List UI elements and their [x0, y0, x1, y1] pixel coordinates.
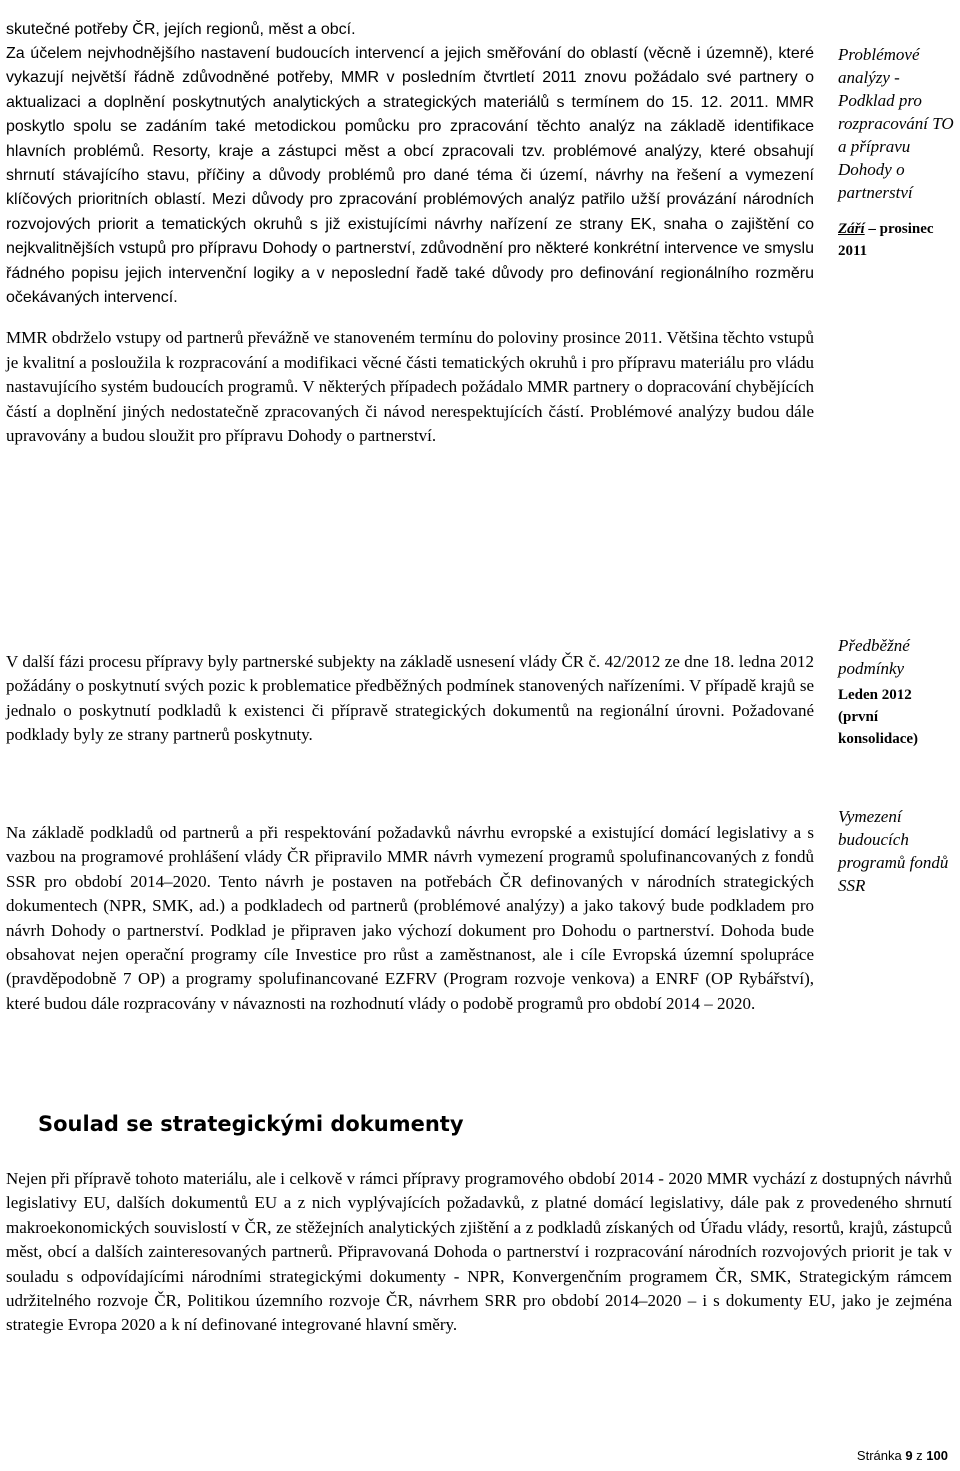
footer-of: z — [912, 1448, 927, 1463]
top-line: skutečné potřeby ČR, jejích regionů, měst a obcí. — [6, 21, 356, 38]
margin-note-preconditions-consolidation: (první konsolidace) — [838, 709, 919, 747]
margin-note-preconditions-title: Předběžné podmínky — [838, 636, 910, 678]
page-number-footer — [857, 1448, 948, 1464]
margin-note-program-definition — [838, 805, 956, 897]
margin-note-date-rest: – prosinec 2011 — [838, 221, 934, 259]
margin-note-preconditions-date: Leden 2012 — [838, 687, 912, 703]
section-heading: Soulad se strategickými dokumenty — [38, 1112, 464, 1136]
margin-note-date-month: Září — [838, 221, 865, 237]
margin-note-program-definition-title: Vymezení budoucích programů fondů SSR — [838, 807, 949, 895]
margin-note-date — [838, 218, 956, 262]
margin-note-problem-analyses — [838, 43, 956, 262]
section-problem-analyses — [6, 42, 814, 449]
margin-note-preconditions — [838, 634, 956, 750]
footer-total: 100 — [926, 1448, 948, 1463]
paragraph-problem-analyses: Za účelem nejvhodnějšího nastavení budoucích intervencí a jejich směřování do oblastí (věcně i územně), které vykazují největší řádně zdůvodněné potřeby, MMR v posledním čtvrtletí 2011 znovu požádalo své partnery o aktualizaci a doplnění poskytnutých analytických a strategických materiálů s termínem do 15. 12. 2011. MMR poskytlo spolu se zadáním také metodickou pomůcku pro zpracování těchto analýz na základě identifikace hlavních problémů. Resorty, kraje a zástupci měst a obcí zpracovali tzv. problémové analýzy, které obsahují shrnutí stávajícího stavu, příčiny a důvody problémů pro dané téma či území, návrhy na řešení a vymezení klíčových prioritních oblastí. Mezi důvody pro zpracování problémových analýz patřilo užší provázání národních rozvojových priorit a tematických okruhů s již existujícími návrhy nařízení ze strany EK, snaha o zajištění co nejkvalitnějších vstupů pro přípravu Dohody o partnerství, zdůvodnění pro některé konkrétní intervence ve smyslu řádného popisu jejich intervenční logiky a v neposlední řadě také důvody pro definování regionálního rozměru očekávaných intervencí. — [6, 45, 814, 307]
footer-page: 9 — [905, 1448, 913, 1463]
margin-note-title: Problémové analýzy - Podklad pro rozpracování TO a přípravu Dohody o partnerství — [838, 45, 954, 202]
paragraph-preconditions: V další fázi procesu přípravy byly partnerské subjekty na základě usnesení vlády ČR č. 42/2012 ze dne 18. ledna 2012 požádány o poskytnutí svých pozic k problematice předběžných podmínek stanovených nařízeními. V případě krajů se jednalo o poskytnutí podkladů k existenci či přípravě strategických dokumentů na regionální úrovni. Požadované podklady byly ze strany partnerů poskytnuty. — [6, 652, 814, 745]
paragraph-strategic-alignment: Nejen při přípravě tohoto materiálu, ale i celkově v rámci přípravy programového období 2014 - 2020 MMR vychází z dostupných návrhů legislativy EU, dalších dokumentů EU a z nich vyplývajících požadavků, z platné domácí legislativy, dále pak z provedeného shrnutí makroekonomických souvislostí v ČR, ze stěžejních analytických zjištění a z podkladů získaných od Úřadu vlády, resortů, krajů, zástupců měst, obcí a dalších zainteresovaných partnerů. Připravovaná Dohoda o partnerství i rozpracování národních rozvojových priorit je tak v souladu s odpovídajícími národními strategickými dokumenty - NPR, Konvergenčním programem ČR, SMK, Strategickým rámcem udržitelného rozvoje ČR, Politikou územního rozvoje ČR, návrhem SRR pro období 2014–2020 – i s dokumenty EU, jako je zejména strategie Evropa 2020 a k ní definované integrované hlavní směry. — [6, 1169, 952, 1335]
paragraph-program-definition: Na základě podkladů od partnerů a při respektování požadavků návrhu evropské a existující domácí legislativy a s vazbou na programové prohlášení vlády ČR připravilo MMR návrh vymezení programů spolufinancovaných z fondů SSR pro období 2014–2020. Tento návrh je postaven na potřebách ČR definovaných v národních strategických dokumentech (NPR, SMK, ad.) a podkladech od partnerů (problémové analýzy) a jako takový bude podkladem pro návrh Dohody o partnerství. Podklad je připraven jako výchozí dokument pro Dohodu o partnerství. Dohoda bude obsahovat nejen operační programy cíle Investice pro růst a zaměstnanost, ale i cíle Evropská územní spolupráce (pravděpodobně 7 OP) a programy spolufinancované EZFRV (Program rozvoje venkova) a ENRF (OP Rybářství), které budou dále rozpracovány v návaznosti na rozhodnutí vlády o podobě programů pro období 2014 – 2020. — [6, 823, 814, 1013]
paragraph-inputs-received: MMR obdrželo vstupy od partnerů převážně ve stanoveném termínu do poloviny prosince 2011. Většina těchto vstupů je kvalitní a posloužila k rozpracování a modifikaci věcné části tematických okruhů i pro přípravu materiálu pro vládu nastavujícího systém budoucích programů. V některých případech požádalo MMR partnery o dopracování chybějících částí a doplnění jiných nedostatečně zpracovaných či návod nerespektujících částí. Problémové analýzy budou dále upravovány a budou sloužit pro přípravu Dohody o partnerství. — [6, 328, 814, 446]
footer-label: Stránka — [856, 1448, 906, 1463]
